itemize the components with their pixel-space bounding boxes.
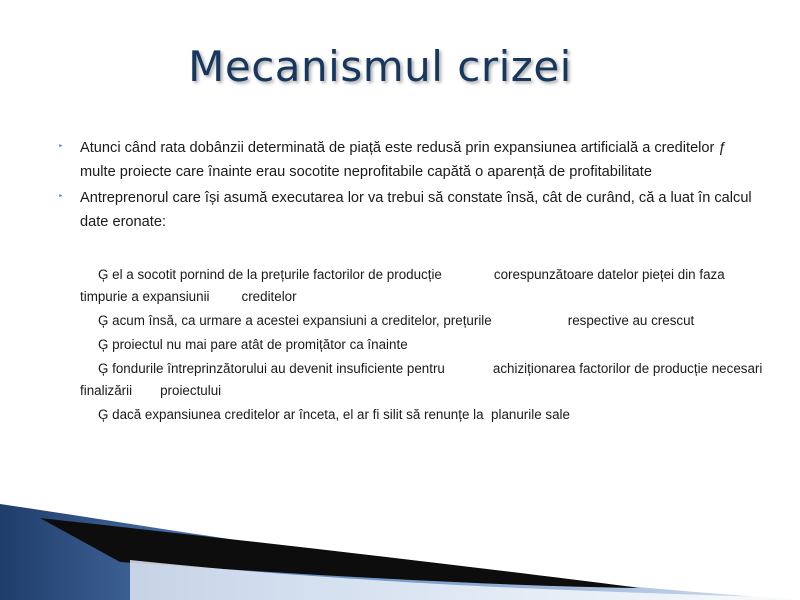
slide-title: Mecanismul crizei xyxy=(188,42,572,91)
sub-list xyxy=(80,264,770,428)
sub-item-text: Ģ acum însă, ca urmare a acestei expansiuni a creditelor, prețurile xyxy=(98,313,492,328)
sub-item-text: Ģ el a socotit pornind de la prețurile factorilor de producție xyxy=(98,267,442,282)
sub-item xyxy=(80,310,770,332)
sub-item-text: creditelor xyxy=(241,289,297,304)
bullet-item xyxy=(58,136,758,184)
sub-item-text: Ģ proiectul nu mai pare atât de promițător ca înainte xyxy=(98,337,408,352)
sub-item-text: respective au crescut xyxy=(567,313,695,328)
bullet-text: Atunci când rata dobânzii determinată de piață este redusă prin expansiunea artificială a creditelor ƒ multe proiecte care înainte erau socotite neprofitabile capătă o aparență de profitabilitate xyxy=(80,140,727,180)
sub-item xyxy=(80,264,770,308)
wave-decoration xyxy=(0,490,800,600)
bullet-item xyxy=(58,186,758,234)
sub-item-text: proiectului xyxy=(160,383,222,398)
bullet-arrow-icon: ‣ xyxy=(58,191,64,201)
sub-item xyxy=(80,334,770,356)
sub-item-text: corespunzătoare datelor pieței din faza timpurie a expansiunii xyxy=(80,267,725,304)
sub-item xyxy=(80,358,770,402)
bullet-list xyxy=(58,136,758,236)
sub-item-text: planurile sale xyxy=(491,407,570,422)
sub-item xyxy=(80,404,770,426)
bullet-text: Antreprenorul care își asumă executarea lor va trebui să constate însă, cât de curând, că a luat în calcul date eronate: xyxy=(80,190,752,230)
sub-item-text: achiziționarea factorilor de producție necesari finalizării xyxy=(80,361,763,398)
bullet-arrow-icon: ‣ xyxy=(58,141,64,151)
sub-item-text: Ģ dacă expansiunea creditelor ar înceta, el ar fi silit să renunțe la xyxy=(98,407,484,422)
sub-item-text: Ģ fondurile întreprinzătorului au devenit insuficiente pentru xyxy=(98,361,445,376)
